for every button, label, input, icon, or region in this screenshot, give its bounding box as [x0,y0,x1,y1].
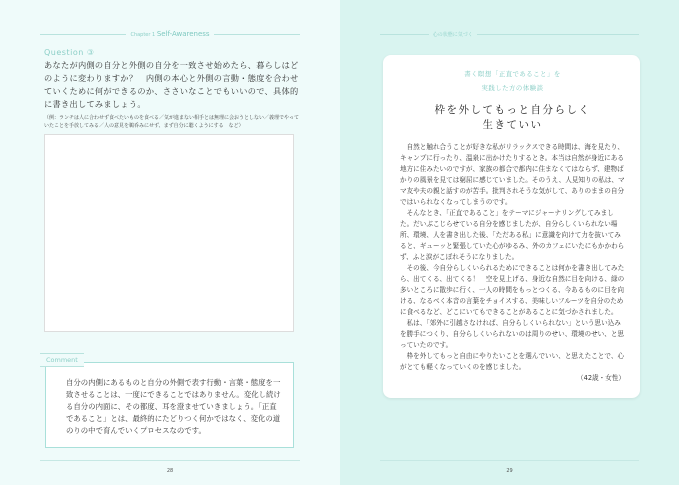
comment-text: 自分の内側にあるものと自分の外側で表す行動・言葉・態度を一致させることは、一度にできることではありません。変化し続ける自分の内面に、その都度、耳を澄ませていきましょう。「正直であること」とは、最終的にたどりつく何かではなく、変化の道のりの中で育んでいくプロセスなのです。 [66,378,281,435]
chapter-number: Chapter 1 [130,32,156,38]
card-title [400,103,625,133]
question-label: Question ③ [44,48,95,57]
comment-box [45,362,294,448]
comment-label: Comment [40,353,84,367]
footer-divider [40,460,300,461]
right-page [340,0,679,485]
paragraph: 自然と触れ合うことが好きな私がリラックスできる時間は、海を見たり、キャンプに行ったり、温泉に出かけたりするとき。本当は自然が身近にある地方に住みたいのですが、家族の都合で都内に住まなくてはならず、建物ばかりの風景を見ては窮屈に感じていました。そのうえ、人見知りの私は、ママ友や夫の親と話すのが苦手。批判されそうな気がして、ありのままの自分ではいられなくなってしまうのです。 [400,143,625,206]
chapter-title: Self-Awareness [156,30,210,38]
footer-divider [380,460,639,461]
card-subtitle-2: 実践した方の体験談 [481,84,544,92]
comment-section [45,356,294,448]
card-subtitle-1: 書く瞑想「正直であること」を [464,70,561,78]
testimonial-body [400,142,625,384]
paragraph: その後、今自分らしくいられるためにできることは何かを書き出してみたら、出てくる、出てくる！ 空を見上げる、身近な自然に目を向ける、緑の多いところに散歩に行く、一人の時間をもっとつくる、今あるものに目を向ける、なるべく本音の言葉をチョイスする、美味しいフルーツを自分のために食べるなど、どこにいてもできることがあることに気づかされました。 [400,264,625,316]
page-number: 28 [166,468,174,474]
title-line-2: 生きていい [482,119,543,131]
example-text: （例：ランチは人に合わせず食べたいものを食べる／気が進まない相手とは無理に会おうとしない／義理でやっていたことを手放してみる／人の意見を鵜呑みにせず、まず自分に聴くようにする など） [44,115,300,129]
answer-writing-box[interactable] [44,134,294,332]
title-line-1: 枠を外してもっと自分らしく [434,104,591,116]
chapter-header [40,29,300,39]
section-header [380,29,639,39]
paragraph: そんなとき、「正直であること」をテーマにジャーナリングしてみました。だいぶこじらせている自分を感じましたが、自分らしくいられない場所、環境、人を書き出した後、「ただある私」に意識を向けて力を抜いてみると、ギューッと緊張していた心がゆるみ、外のカフェにいたにもかかわらず、ふと涙がこぼれそうになりました。 [400,209,625,261]
question-text: あなたが内側の自分と外側の自分を一致させ始めたら、暮らしはどのように変わりますか？ 内側の本心と外側の言動・態度を合わせていくために何ができるのか、ささいなことでもいいので、具体的に書き出してみましょう。 [44,60,299,109]
paragraph: 枠を外してもっと自由にやりたいことを選んでいい、と思えたことで、心がとても軽くなっていくのを感じました。 [400,352,625,371]
paragraph: 私は、「郊外に引越さなければ、自分らしくいられない」という思い込みを勝手につくり、自分らしくいられないのは周りのせい、環境のせい、と思っていたのです。 [400,319,625,349]
page-number: 29 [506,468,513,474]
testimonial-card [383,55,640,398]
section-title: 心の状態に気づく [432,31,473,38]
author-signature: （42歳・女性） [577,374,625,382]
